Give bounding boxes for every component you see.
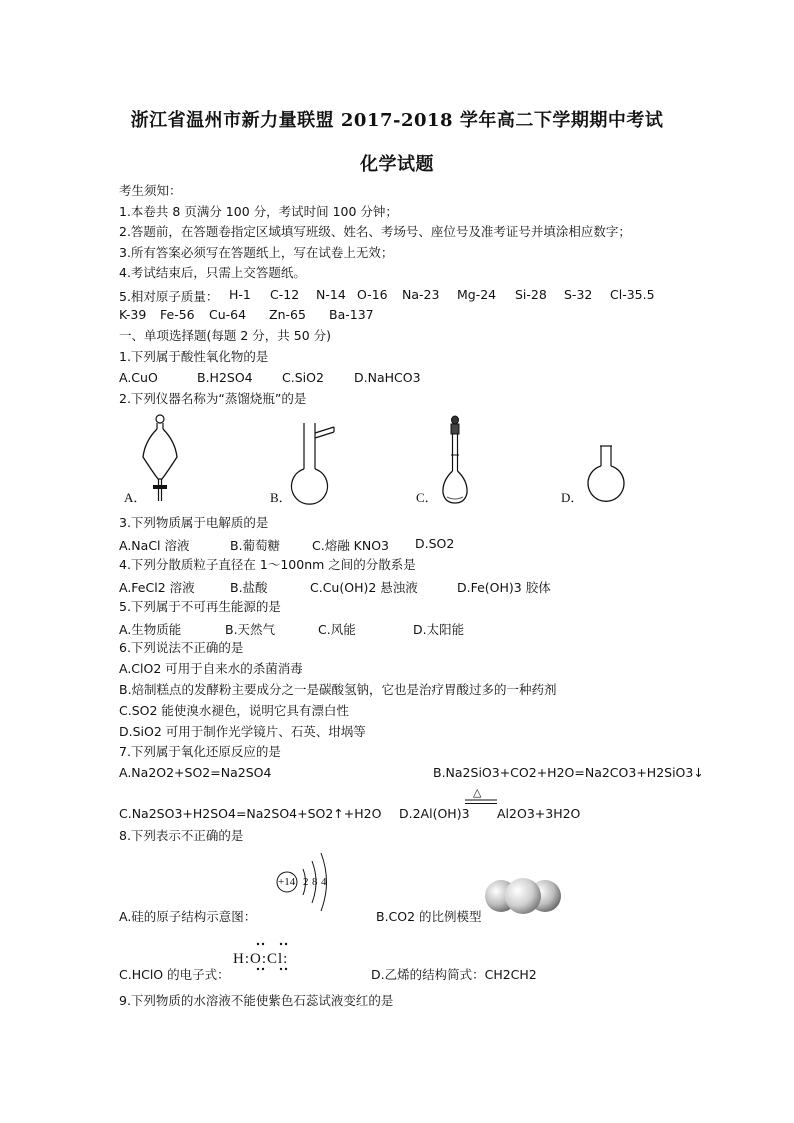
q4-option-c: C.Cu(OH)2 悬浊液 [310,580,418,595]
volumetric-flask-image [438,415,472,505]
exam-subtitle: 化学试题 [360,154,434,175]
atomic-mass-item: Si-28 [515,287,547,302]
q6-stem: 6.下列说法不正确的是 [119,640,244,655]
q6-option-c: C.SO2 能使溴水褪色，说明它具有漂白性 [119,703,349,718]
q4-option-a: A.FeCl2 溶液 [119,580,195,595]
separatory-funnel-image [140,413,180,505]
notice-item: 3.所有答案必须写在答题纸上，写在试卷上无效； [119,245,394,260]
q2-option-a: A． [124,490,147,505]
exam-title: 浙江省温州市新力量联盟 2017-2018 学年高二下学期期中考试 [130,110,664,131]
atomic-mass-item: Fe-56 [160,307,195,322]
hclo-electron-formula: H:O:Cl: [233,951,289,967]
notice-item: 2.答题前，在答题卷指定区域填写班级、姓名、考场号、座位号及准考证号并填涂相应数字； [119,224,631,239]
atomic-mass-label: 5.相对原子质量： [119,289,219,304]
q1-option-c: C.SiO2 [282,370,324,385]
atomic-mass-item: Ba-137 [329,307,374,322]
atom-shell-count: 2 [303,876,309,888]
q7-option-c: C.Na2SO3+H2SO4=Na2SO4+SO2↑+H2O [119,806,382,821]
q2-stem: 2.下列仪器名称为“蒸馏烧瓶”的是 [119,391,307,406]
q4-stem: 4.下列分散质粒子直径在 1～100nm 之间的分散系是 [119,557,416,572]
co2-space-filling-model [483,876,563,916]
atomic-mass-item: K-39 [119,307,147,322]
atomic-mass-item: C-12 [270,287,300,302]
distillation-flask-image [290,421,340,507]
atomic-mass-item: O-16 [357,287,388,302]
atom-shell-count: 8 [312,876,318,888]
notice-item: 4.考试结束后，只需上交答题纸。 [119,265,306,280]
q8-option-c: C.HClO 的电子式： [119,967,230,982]
q3-option-b: B.葡萄糖 [230,538,281,553]
q7-option-d-left: D.2Al(OH)3 [399,806,470,821]
q5-option-c: C.风能 [318,622,356,637]
q3-option-a: A.NaCl 溶液 [119,538,190,553]
q1-stem: 1.下列属于酸性氧化物的是 [119,349,269,364]
q5-stem: 5.下列属于不可再生能源的是 [119,599,281,614]
q6-option-a: A.ClO2 可用于自来水的杀菌消毒 [119,661,303,676]
q2-option-b: B． [270,490,292,505]
q3-option-c: C.熔融 KNO3 [312,538,390,553]
q8-option-a: A.硅的原子结构示意图： [119,909,257,924]
round-bottom-flask-image [586,444,626,504]
q1-option-d: D.NaHCO3 [354,370,421,385]
q6-option-b: B.焙制糕点的发酵粉主要成分之一是碳酸氢钠，它也是治疗胃酸过多的一种药剂 [119,682,557,697]
q7-option-d-right: Al2O3+3H2O [497,806,581,821]
q1-option-a: A.CuO [119,370,158,385]
atomic-mass-item: S-32 [564,287,593,302]
q6-option-d: D.SiO2 可用于制作光学镜片、石英、坩埚等 [119,724,366,739]
q7-option-b: B.Na2SiO3+CO2+H2O=Na2CO3+H2SiO3↓ [433,765,704,780]
atomic-mass-item: N-14 [316,287,346,302]
notice-item: 1.本卷共 8 页满分 100 分，考试时间 100 分钟； [119,204,398,219]
q7-stem: 7.下列属于氧化还原反应的是 [119,744,281,759]
q7-equals-sign [465,799,497,805]
notice-heading: 考生须知： [119,183,182,198]
q7-option-a: A.Na2O2+SO2=Na2SO4 [119,765,272,780]
atomic-mass-item: Na-23 [402,287,440,302]
atomic-mass-item: Cu-64 [209,307,247,322]
q5-option-a: A.生物质能 [119,622,182,637]
q5-option-d: D.太阳能 [413,622,465,637]
atom-shell-count: 4 [321,876,327,888]
q8-stem: 8.下列表示不正确的是 [119,828,244,843]
q4-option-d: D.Fe(OH)3 胶体 [457,580,551,595]
lone-pair-dots [252,942,300,972]
q1-option-b: B.H2SO4 [197,370,253,385]
atomic-mass-item: Mg-24 [457,287,497,302]
q9-stem: 9.下列物质的水溶液不能使紫色石蕊试液变红的是 [119,993,394,1008]
q2-option-d: D． [561,490,584,505]
atomic-mass-item: H-1 [229,287,251,302]
q3-stem: 3.下列物质属于电解质的是 [119,515,269,530]
atomic-mass-item: Zn-65 [269,307,306,322]
q4-option-b: B.盐酸 [230,580,268,595]
q2-option-c: C． [416,490,438,505]
atomic-mass-item: Cl-35.5 [610,287,655,302]
q3-option-d: D.SO2 [415,536,455,551]
atom-nucleus-charge: +14 [278,876,296,888]
q7-heat-symbol: △ [473,786,482,799]
section-title: 一、单项选择题(每题 2 分，共 50 分) [119,328,332,343]
q8-option-b: B.CO2 的比例模型 [376,909,482,924]
q8-option-d: D.乙烯的结构简式：CH2CH2 [371,967,537,982]
q5-option-b: B.天然气 [225,622,276,637]
